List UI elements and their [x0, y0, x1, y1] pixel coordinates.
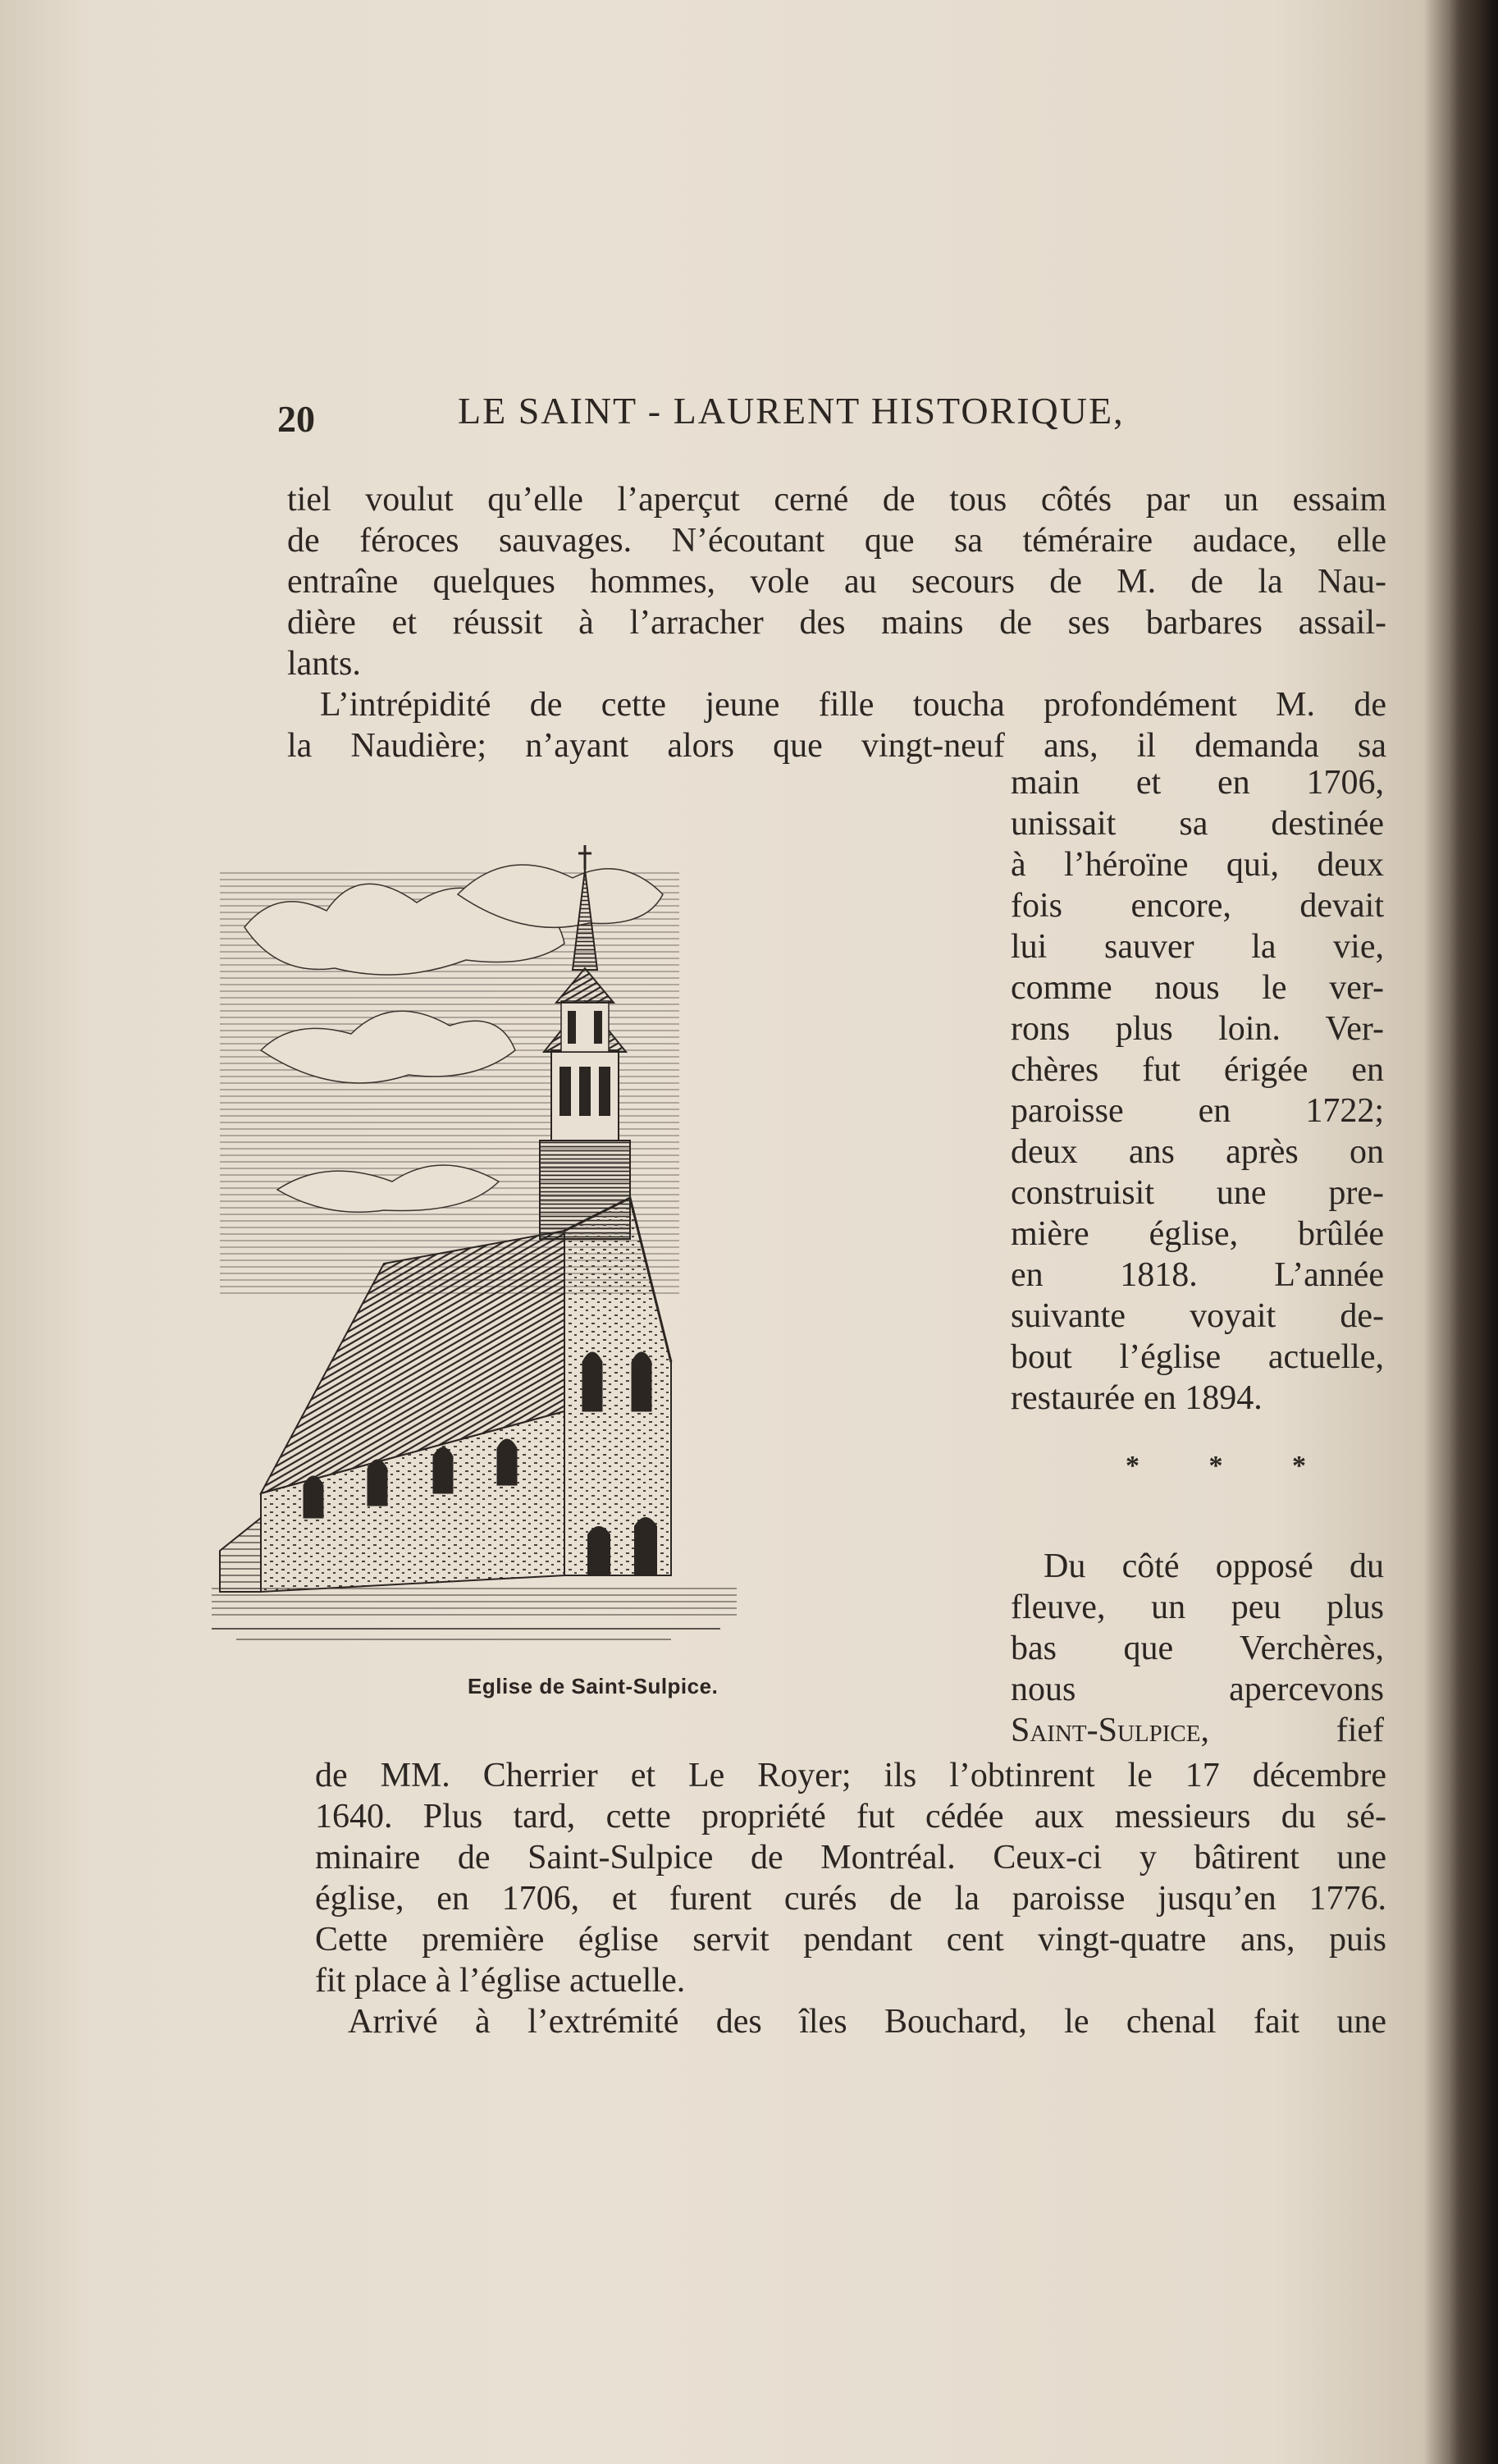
- text-line: lants.: [287, 645, 361, 683]
- column-line: chères fut érigée en: [1011, 1051, 1384, 1089]
- column-line: main et en 1706,: [1011, 764, 1384, 802]
- church-illustration: [212, 837, 966, 1649]
- column-line: en 1818. L’année: [1011, 1256, 1384, 1294]
- text-line: Arrivé à l’extrémité des îles Bouchard, le chenal fait une: [348, 2003, 1386, 2041]
- column-line: nous apercevons: [1011, 1671, 1384, 1708]
- section-break: * * *: [1126, 1451, 1337, 1481]
- page-edge-shadow: [1449, 0, 1498, 2464]
- column-line: paroisse en 1722;: [1011, 1092, 1384, 1130]
- column-line: deux ans après on: [1011, 1133, 1384, 1171]
- text-line: dière et réussit à l’arracher des mains de ses barbares assail-: [287, 604, 1386, 642]
- column-line: mière église, brûlée: [1011, 1215, 1384, 1253]
- column-line: rons plus loin. Ver-: [1011, 1010, 1384, 1048]
- column-line: Du côté opposé du: [1044, 1547, 1384, 1585]
- text-line: 1640. Plus tard, cette propriété fut cédée aux messieurs du sé-: [315, 1798, 1386, 1835]
- text-line: de féroces sauvages. N’écoutant que sa téméraire audace, elle: [287, 522, 1386, 560]
- text-line: tiel voulut qu’elle l’aperçut cerné de tous côtés par un essaim: [287, 481, 1386, 519]
- text-line: Cette première église servit pendant cent vingt-quatre ans, puis: [315, 1921, 1386, 1959]
- column-line: bas que Verchères,: [1011, 1630, 1384, 1667]
- text-line: de MM. Cherrier et Le Royer; ils l’obtinrent le 17 décembre: [315, 1757, 1386, 1794]
- text-line: la Naudière; n’ayant alors que vingt-neuf ans, il demanda sa: [287, 727, 1386, 765]
- text-line: L’intrépidité de cette jeune fille toucha profondément M. de: [320, 686, 1386, 724]
- figure-caption: Eglise de Saint-Sulpice.: [468, 1674, 719, 1698]
- column-line: restaurée en 1894.: [1011, 1379, 1263, 1417]
- column-line: bout l’église actuelle,: [1011, 1338, 1384, 1376]
- column-line: comme nous le ver-: [1011, 969, 1384, 1007]
- column-line: suivante voyait de-: [1011, 1297, 1384, 1335]
- column-line: [1011, 1711, 1384, 1750]
- text-line: église, en 1706, et furent curés de la paroisse jusqu’en 1776.: [315, 1880, 1386, 1918]
- text-line: minaire de Saint-Sulpice de Montréal. Ceux-ci y bâtirent une: [315, 1839, 1386, 1877]
- column-line: unissait sa destinée: [1011, 805, 1384, 843]
- place-name: Saint-Sulpice,: [1011, 1712, 1209, 1749]
- column-line: lui sauver la vie,: [1011, 928, 1384, 966]
- page-number: 20: [277, 398, 315, 440]
- text-line: fit place à l’église actuelle.: [315, 1962, 686, 2000]
- column-line: à l’héroïne qui, deux: [1011, 846, 1384, 884]
- column-line: fois encore, devait: [1011, 887, 1384, 925]
- running-title: LE SAINT - LAURENT HISTORIQUE,: [458, 390, 1125, 432]
- column-line: fleuve, un peu plus: [1011, 1589, 1384, 1626]
- column-line-tail: fief: [1336, 1712, 1384, 1749]
- text-line: entraîne quelques hommes, vole au secours de M. de la Nau-: [287, 563, 1386, 601]
- column-line: construisit une pre-: [1011, 1174, 1384, 1212]
- page-header: [277, 386, 1409, 443]
